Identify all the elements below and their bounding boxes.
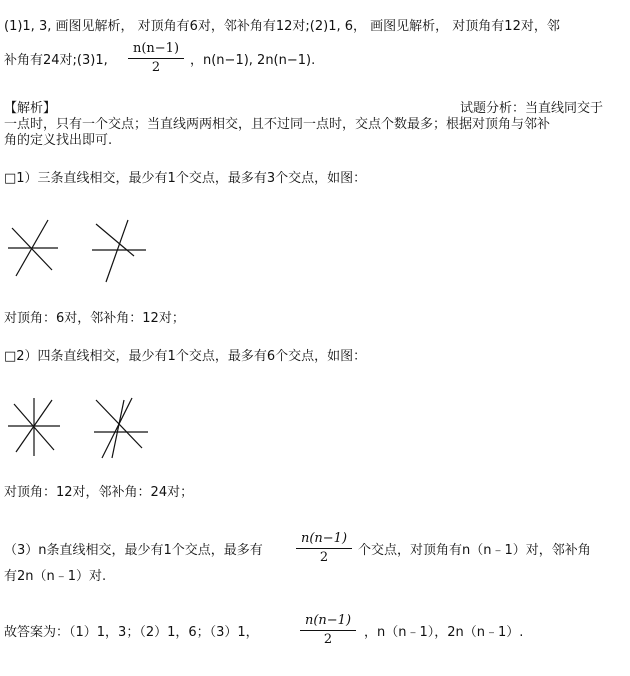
part3-text-b: 个交点，对顶角有n（n﹣1）对，邻补角	[358, 543, 591, 558]
figure-four-lines	[0, 392, 160, 472]
fraction-numerator: n(n−1)	[296, 530, 352, 549]
fraction-numerator: n(n−1)	[300, 612, 356, 631]
answer-line-2a: 补角有24对;(3)1,	[4, 53, 108, 68]
part1-text: □1）三条直线相交，最少有1个交点，最多有3个交点，如图：	[4, 171, 367, 186]
part2-text: □2）四条直线相交，最少有1个交点，最多有6个交点，如图：	[4, 349, 367, 364]
fig1b-line-diagonal-2	[106, 220, 128, 282]
answer-fraction	[128, 40, 184, 77]
fraction-denominator: 2	[323, 632, 333, 647]
part1-result: 对顶角：6对，邻补角：12对；	[4, 311, 185, 326]
part2-result: 对顶角：12对，邻补角：24对；	[4, 485, 194, 500]
fig1b-line-diagonal-1	[96, 224, 134, 256]
part3-text-a: （3）n条直线相交，最少有1个交点，最多有	[4, 543, 263, 558]
fig2b-line-diagonal-2	[102, 398, 132, 458]
part3-text-line-2: 有2n（n﹣1）对.	[4, 569, 107, 584]
fraction-denominator: 2	[319, 550, 329, 565]
analysis-line-2: 一点时，只有一个交点；当直线两两相交，且不过同一点时，交点个数最多；根据对顶角与邻补	[4, 117, 551, 132]
fraction-denominator: 2	[151, 60, 161, 75]
analysis-line-3: 角的定义找出即可.	[4, 133, 113, 148]
final-answer-b: ，n（n﹣1），2n（n﹣1）.	[364, 625, 524, 640]
analysis-right-text: 试题分析：当直线同交于	[460, 101, 604, 116]
figure-three-lines	[0, 210, 160, 290]
fig2b-line-diagonal-3	[112, 400, 124, 458]
answer-line-2b: ，n(n−1), 2n(n−1).	[190, 53, 316, 68]
analysis-heading: 【解析】	[4, 101, 57, 116]
final-answer-a: 故答案为：（1）1，3；（2）1，6；（3）1，	[4, 625, 259, 640]
fraction-numerator: n(n−1)	[128, 40, 184, 59]
answer-line-1: (1)1, 3, 画图见解析， 对顶角有6对，邻补角有12对;(2)1, 6， 画图见解析， 对顶角有12对，邻	[4, 19, 560, 34]
final-fraction	[300, 612, 356, 649]
part3-fraction	[296, 530, 352, 567]
